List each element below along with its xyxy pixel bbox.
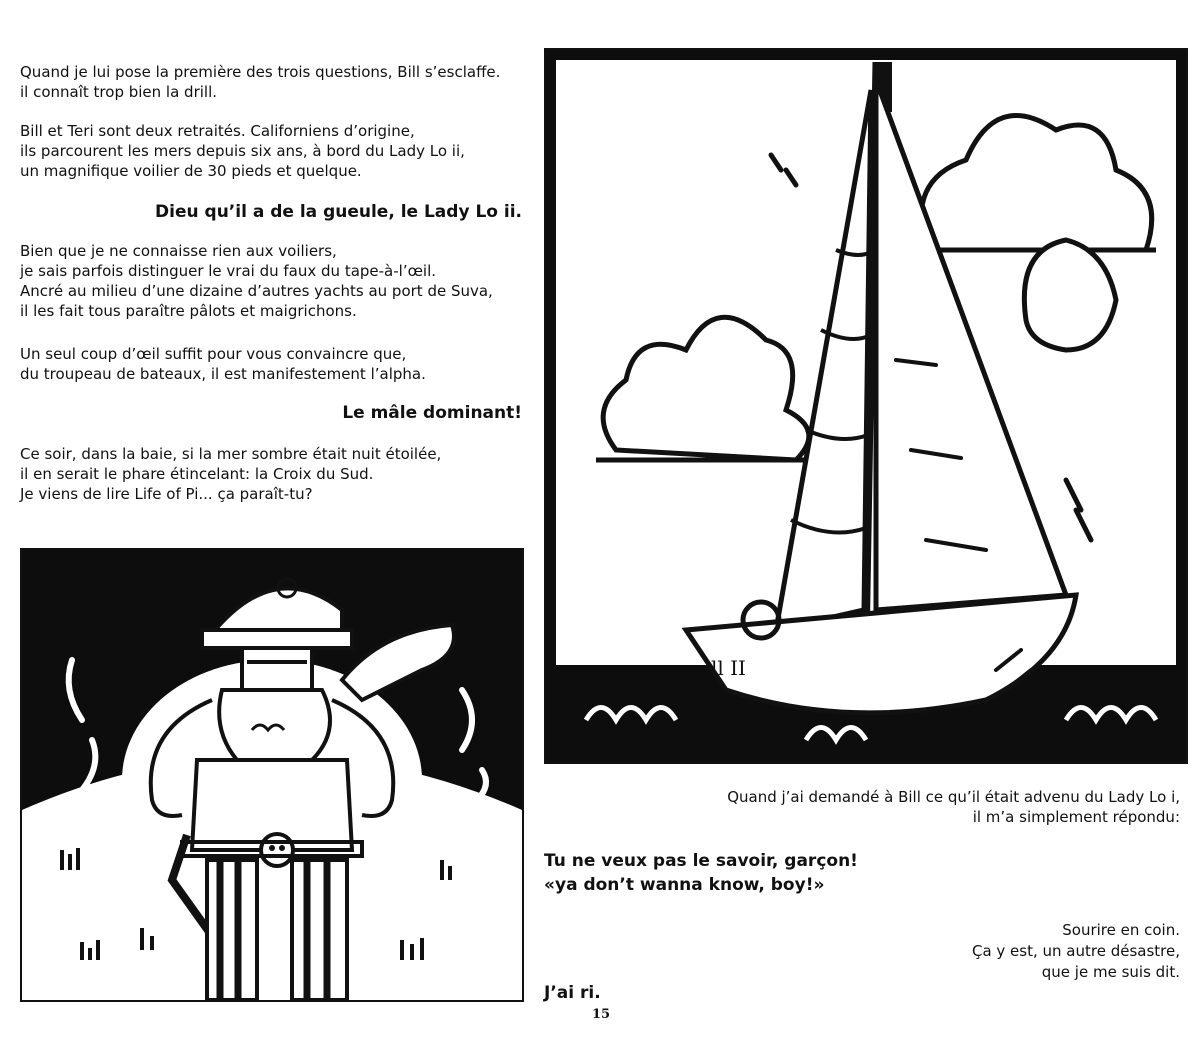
aside-line-3: que je me suis dit. <box>1041 963 1180 981</box>
pirate-illustration <box>20 548 524 1002</box>
question-line-2: il m’a simplement répondu: <box>972 808 1180 826</box>
aside-line-1: Sourire en coin. <box>1062 921 1180 939</box>
paragraph-1: Quand je lui pose la première des trois questions, Bill s’esclaffe. il connaît trop bien la drill. <box>20 63 501 101</box>
paragraph-2: Bill et Teri sont deux retraités. Californiens d’origine, ils parcourent les mers depuis six ans, à bord du Lady Lo ii, un magnifique voilier de 30 pieds et quelque. <box>20 122 465 180</box>
exclamation-male-dominant: Le mâle dominant! <box>342 403 522 423</box>
answer-line-2: «ya don’t wanna know, boy!» <box>544 875 825 895</box>
laugh-line: J’ai ri. <box>544 983 601 1003</box>
paragraph-4: Un seul coup d’œil suffit pour vous convaincre que, du troupeau de bateaux, il est manifestement l’alpha. <box>20 345 426 383</box>
sailboat-drawing <box>546 50 1186 762</box>
page-number: 15 <box>592 1007 611 1022</box>
paragraph-3: Bien que je ne connaisse rien aux voiliers, je sais parfois distinguer le vrai du faux du tape-à-l’œil. Ancré au milieu d’une dizaine d’autres yachts au port de Suva, il les fait tous paraître pâlots et maigrichons. <box>20 242 493 320</box>
question-line-1: Quand j’ai demandé à Bill ce qu’il était advenu du Lady Lo i, <box>727 788 1180 806</box>
paragraph-5: Ce soir, dans la baie, si la mer sombre était nuit étoilée, il en serait le phare étincelant: la Croix du Sud. Je viens de lire Life of Pi... ça paraît-tu? <box>20 445 442 503</box>
answer-line-1: Tu ne veux pas le savoir, garçon! <box>544 851 858 871</box>
pirate-drawing <box>22 550 522 1000</box>
hull-lettering: ll II <box>711 656 746 680</box>
aside-line-2: Ça y est, un autre désastre, <box>971 942 1180 960</box>
exclamation-lady-lo: Dieu qu’il a de la gueule, le Lady Lo ii. <box>155 202 522 222</box>
sailboat-illustration <box>544 48 1188 764</box>
